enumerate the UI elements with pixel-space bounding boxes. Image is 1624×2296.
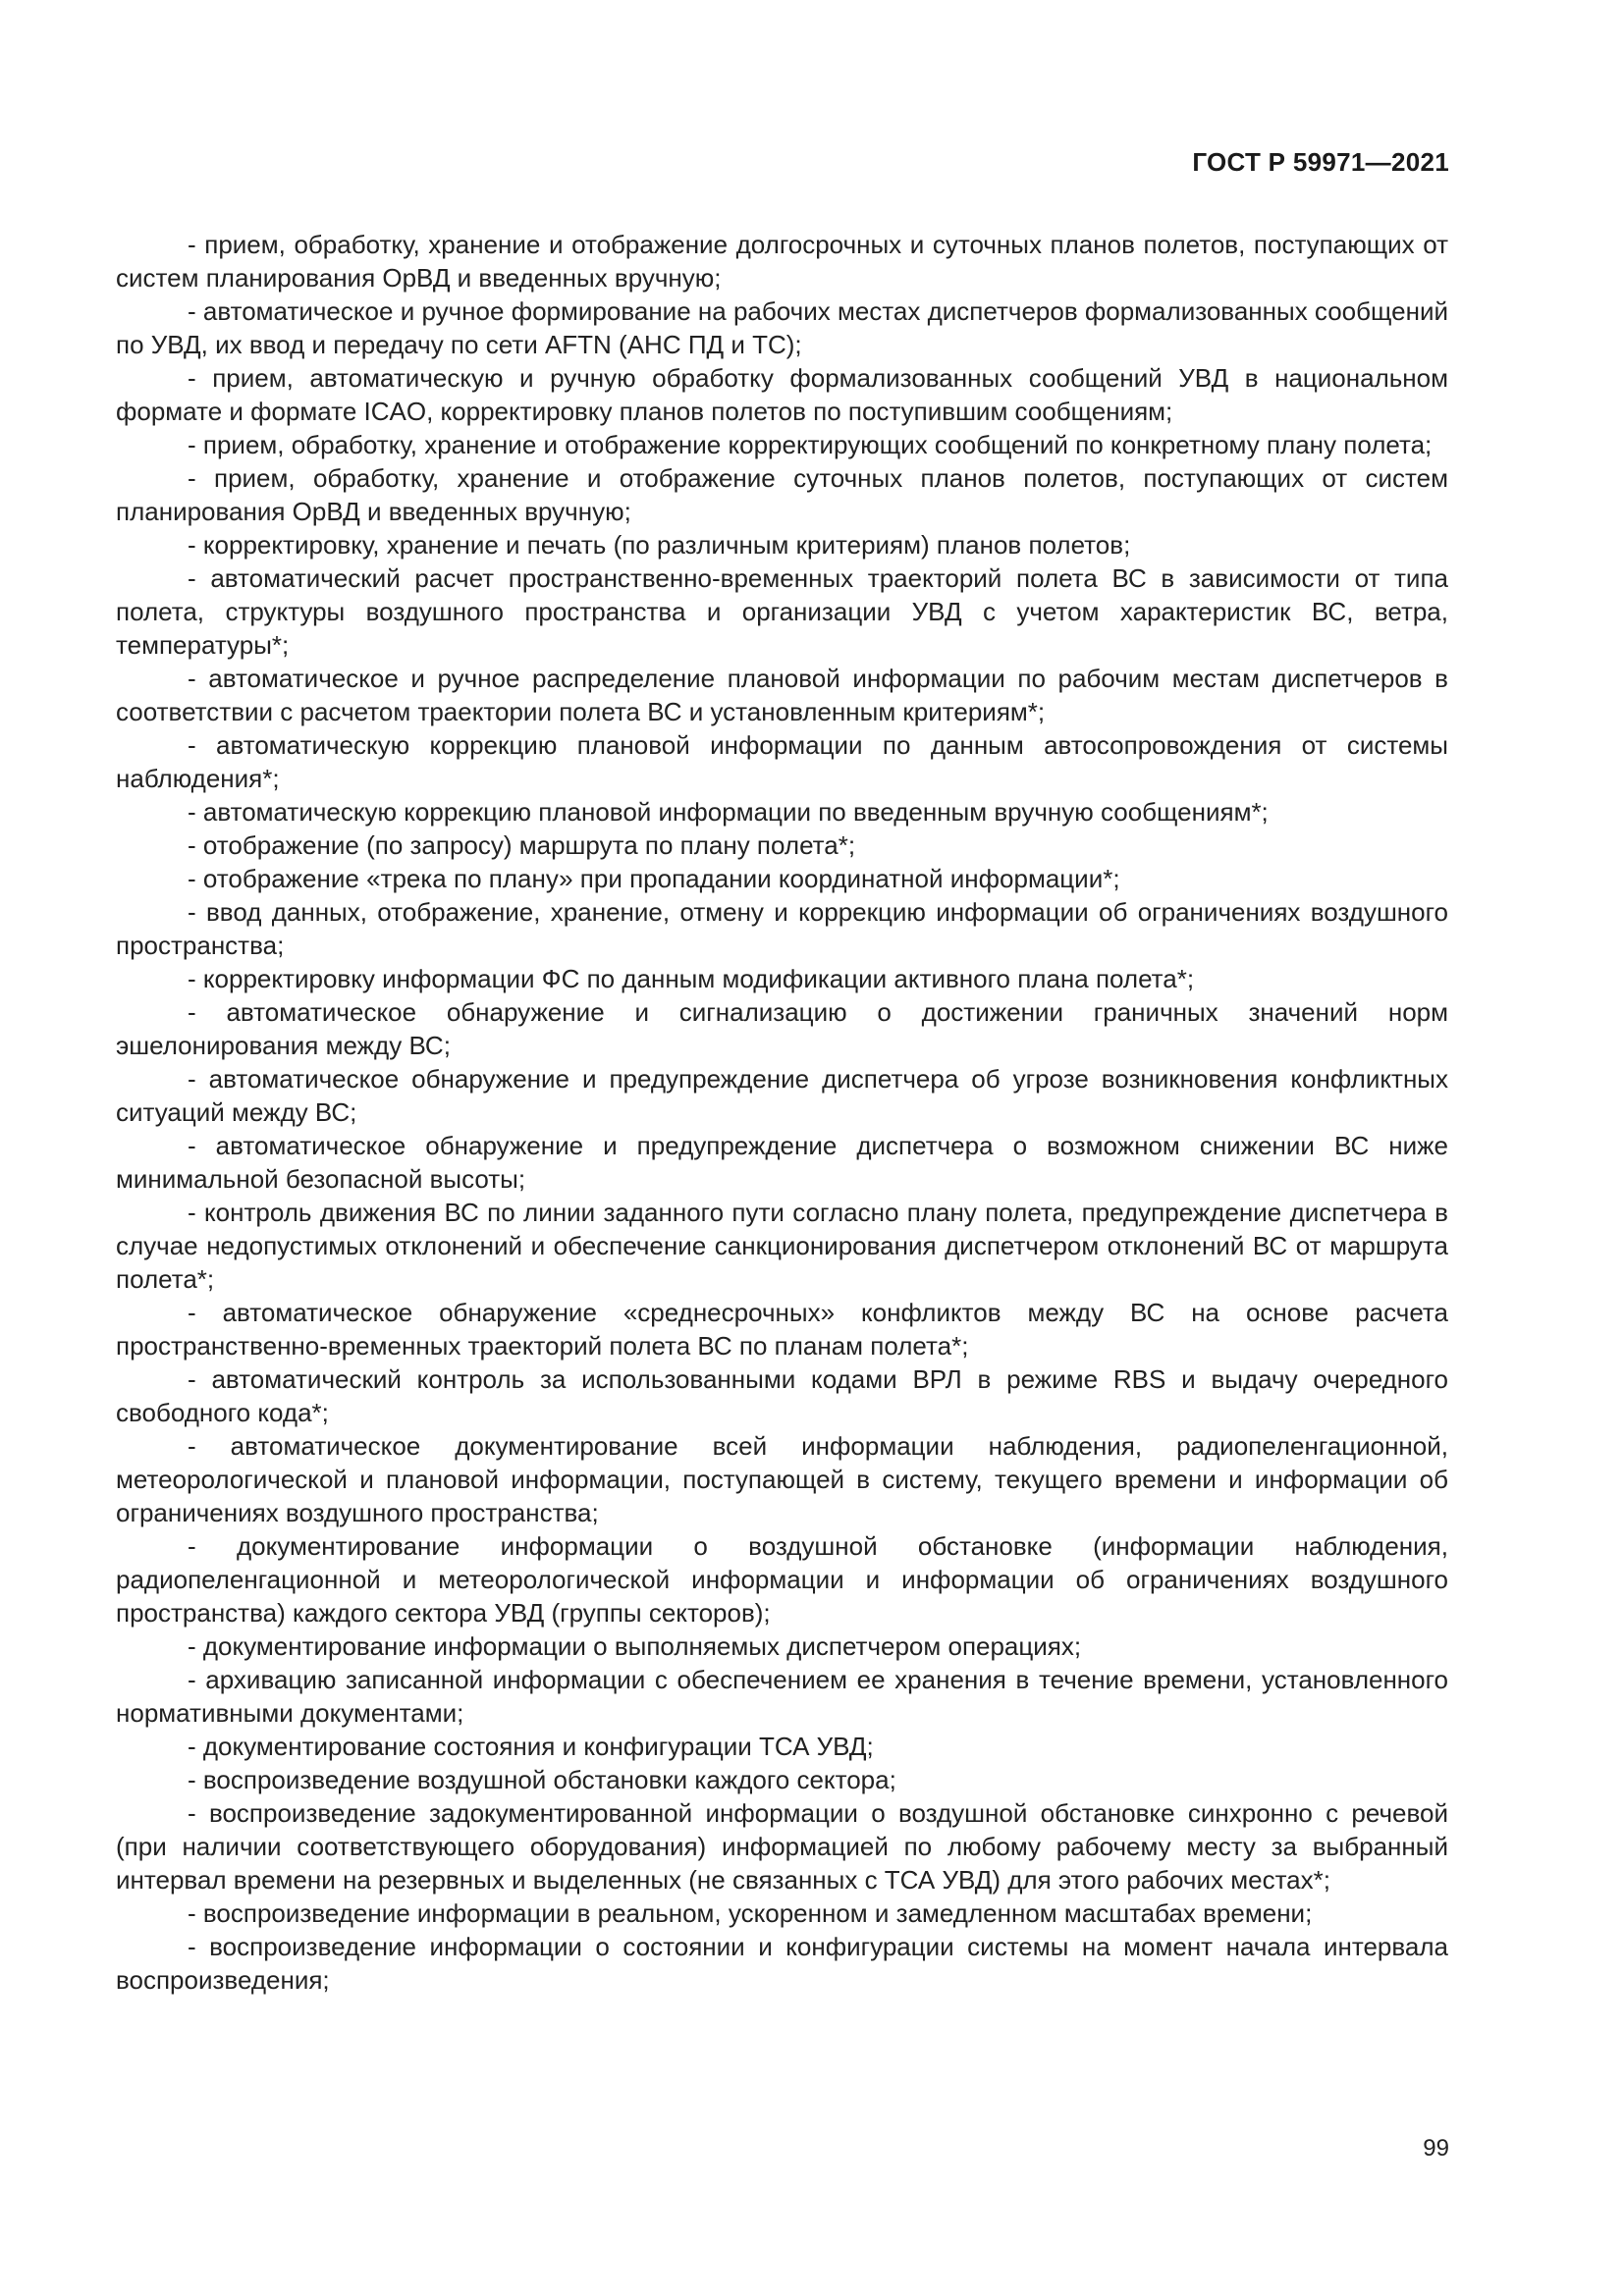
standard-identifier: ГОСТ Р 59971—2021 — [1192, 147, 1449, 177]
list-item: - отображение «трека по плану» при пропадании координатной информации*; — [188, 864, 1120, 893]
list-item: - ввод данных, отображение, хранение, отмену и коррекцию информации об ограничениях воздушного пространства; — [116, 897, 1448, 960]
list-item: - воспроизведение информации в реальном, ускоренном и замедленном масштабах времени; — [188, 1898, 1313, 1928]
list-item: - корректировку информации ФС по данным модификации активного плана полета*; — [188, 964, 1195, 993]
list-item: - автоматический контроль за использованными кодами ВРЛ в режиме RBS и выдачу очередного свободного кода*; — [116, 1364, 1448, 1427]
list-item: - воспроизведение воздушной обстановки каждого сектора; — [188, 1765, 896, 1794]
list-item: - контроль движения ВС по линии заданного пути согласно плану полета, предупреждение диспетчера в случае недопустимых отклонений и обеспечение санкционирования диспетчером отклонений ВС от маршрута полета*; — [116, 1198, 1448, 1294]
list-item: - автоматическую коррекцию плановой информации по введенным вручную сообщениям*; — [188, 797, 1269, 827]
list-item: - прием, автоматическую и ручную обработку формализованных сообщений УВД в национальном формате и формате ICAO, корректировку планов полетов по поступившим сообщениям; — [116, 363, 1448, 426]
list-item: - автоматическое и ручное формирование на рабочих местах диспетчеров формализованных сообщений по УВД, их ввод и передачу по сети AFTN (АНС ПД и ТС); — [116, 296, 1448, 359]
page-number: 99 — [1423, 2135, 1449, 2162]
list-item: - документирование состояния и конфигурации ТСА УВД; — [188, 1732, 874, 1761]
list-item: - автоматический расчет пространственно-временных траекторий полета ВС в зависимости от типа полета, структуры воздушного пространства и организации УВД с учетом характеристик ВС, ветра, температуры*; — [116, 563, 1448, 660]
list-item: - документирование информации о воздушной обстановке (информации наблюдения, радиопеленгационной и метеорологической информации и информации об ограничениях воздушного пространства) каждого сектора УВД (группы секторов); — [116, 1531, 1448, 1628]
list-item: - прием, обработку, хранение и отображение долгосрочных и суточных планов полетов, поступающих от систем планирования ОрВД и введенных вручную; — [116, 230, 1448, 293]
requirements-list — [116, 228, 1448, 1997]
list-item: - архивацию записанной информации с обеспечением ее хранения в течение времени, установленного нормативными документами; — [116, 1665, 1448, 1728]
list-item: - автоматическое документирование всей информации наблюдения, радиопеленгационной, метеорологической и плановой информации, поступающей в систему, текущего времени и информации об ограничениях воздушного пространства; — [116, 1431, 1448, 1527]
list-item: - прием, обработку, хранение и отображение корректирующих сообщений по конкретному плану полета; — [188, 430, 1433, 459]
list-item: - автоматическое и ручное распределение плановой информации по рабочим местам диспетчеров в соответствии с расчетом траектории полета ВС и установленным критериям*; — [116, 664, 1448, 726]
list-item: - прием, обработку, хранение и отображение суточных планов полетов, поступающих от систем планирования ОрВД и введенных вручную; — [116, 463, 1448, 526]
list-item: - автоматическое обнаружение и предупреждение диспетчера о возможном снижении ВС ниже минимальной безопасной высоты; — [116, 1131, 1448, 1194]
list-item: - отображение (по запросу) маршрута по плану полета*; — [188, 830, 856, 860]
list-item: - воспроизведение информации о состоянии и конфигурации системы на момент начала интервала воспроизведения; — [116, 1932, 1448, 1995]
list-item: - автоматическое обнаружение «среднесрочных» конфликтов между ВС на основе расчета пространственно-временных траекторий полета ВС по планам полета*; — [116, 1298, 1448, 1361]
list-item: - автоматическое обнаружение и сигнализацию о достижении граничных значений норм эшелонирования между ВС; — [116, 997, 1448, 1060]
list-item: - документирование информации о выполняемых диспетчером операциях; — [188, 1631, 1082, 1661]
list-item: - воспроизведение задокументированной информации о воздушной обстановке синхронно с речевой (при наличии соответствующего оборудования) информацией по любому рабочему месту за выбранный интервал времени на резервных и выделенных (не связанных с ТСА УВД) для этого рабочих местах*; — [116, 1798, 1448, 1895]
list-item: - корректировку, хранение и печать (по различным критериям) планов полетов; — [188, 530, 1131, 560]
list-item: - автоматическое обнаружение и предупреждение диспетчера об угрозе возникновения конфликтных ситуаций между ВС; — [116, 1064, 1448, 1127]
list-item: - автоматическую коррекцию плановой информации по данным автосопровождения от системы наблюдения*; — [116, 730, 1448, 793]
